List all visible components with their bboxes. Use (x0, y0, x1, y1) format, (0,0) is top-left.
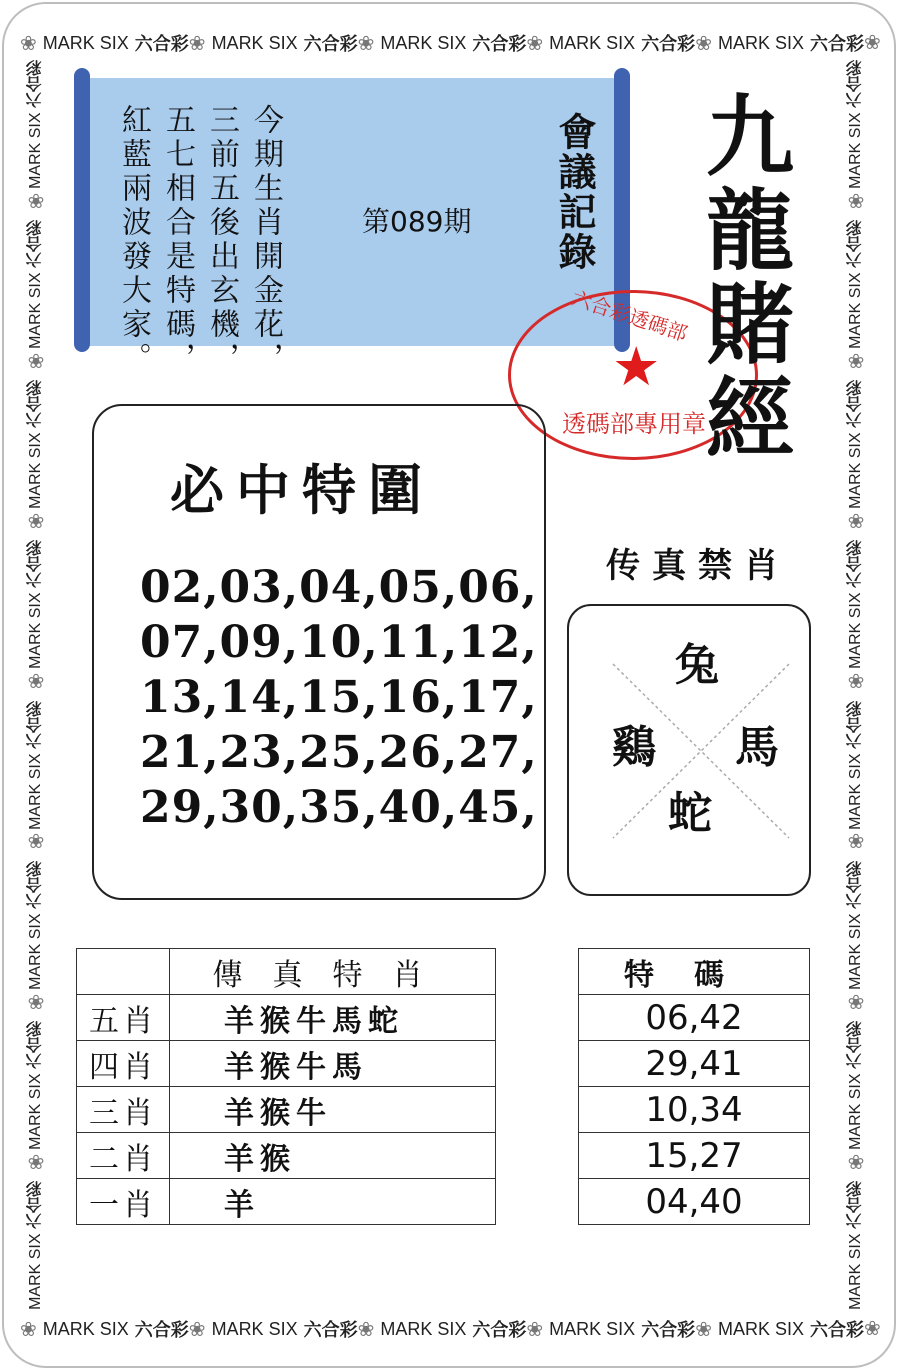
flower-icon: ❀ (863, 1318, 881, 1340)
flower-icon: ❀ (27, 831, 45, 854)
flower-icon: ❀ (27, 190, 45, 213)
right-border: MARK SIX 六合彩 ❀ MARK SIX 六合彩 ❀ MARK SIX 六合彩 ❀ MARK SIX 六合彩 ❀ MARK SIX 六合彩 ❀ MARK SIX 六合彩 ❀ MARK SIX 六合彩 ❀ MARK SIX 六合彩 (846, 60, 865, 1310)
star-icon: ★ (612, 335, 661, 398)
flower-icon: ❀ (188, 32, 206, 55)
flower-icon: ❀ (526, 32, 544, 55)
flower-icon: ❀ (695, 1318, 712, 1341)
special-numbers (140, 560, 538, 835)
poem (116, 104, 283, 376)
zodiac-table (76, 948, 496, 1225)
code-table-header: 特碼 (579, 949, 810, 995)
banned-zodiac-bottom: 蛇 (668, 788, 712, 839)
special-title: 必中特圍 (170, 458, 434, 522)
number-row: 07,09,10,11,12, (140, 617, 538, 668)
flower-icon: ❀ (847, 831, 865, 854)
table-header-row (77, 949, 496, 995)
flower-icon: ❀ (357, 1318, 375, 1341)
flower-icon: ❀ (695, 32, 712, 55)
flower-icon: ❀ (847, 991, 865, 1014)
flower-icon: ❀ (847, 671, 865, 694)
table-row: 04,40 (579, 1179, 810, 1225)
table-row: 10,34 (579, 1087, 810, 1133)
issue-number: 第089期 (362, 205, 472, 238)
banned-zodiac-right: 馬 (735, 722, 779, 773)
table-row: 15,27 (579, 1133, 810, 1179)
scroll-roller-left (74, 68, 90, 352)
table-row: 一肖 羊 (77, 1179, 496, 1225)
flower-icon: ❀ (847, 190, 865, 213)
flower-icon: ❀ (20, 32, 37, 55)
poem-line-3: 五七相合是特碼， (160, 104, 195, 376)
flower-icon: ❀ (526, 1318, 544, 1341)
flower-icon: ❀ (27, 1151, 45, 1174)
page-title: 九龍賭經 (692, 90, 796, 466)
flower-icon: ❀ (27, 351, 45, 374)
bottom-border: ❀ MARK SIX 六合彩 ❀ MARK SIX 六合彩 ❀ MARK SIX 六合彩 ❀ MARK SIX 六合彩 ❀ MARK SIX 六合彩 ❀ (20, 1318, 881, 1341)
poem-line-2: 三前五後出玄機， (204, 104, 239, 376)
flower-icon: ❀ (188, 1318, 206, 1341)
table-row: 29,41 (579, 1041, 810, 1087)
flower-icon: ❀ (863, 32, 881, 54)
meeting-label: 會議記錄 (552, 112, 597, 272)
table-header-row (579, 949, 810, 995)
left-border: MARK SIX 六合彩 ❀ MARK SIX 六合彩 ❀ MARK SIX 六合彩 ❀ MARK SIX 六合彩 ❀ MARK SIX 六合彩 ❀ MARK SIX 六合彩 ❀ MARK SIX 六合彩 ❀ MARK SIX 六合彩 (26, 60, 45, 1310)
flower-icon: ❀ (847, 351, 865, 374)
banned-label: 传真禁肖 (606, 546, 790, 586)
zodiac-table-header: 傳真特肖 (170, 949, 496, 995)
flower-icon: ❀ (847, 511, 865, 534)
table-row: 三肖 羊猴牛 (77, 1087, 496, 1133)
seal-center-text: 透碼部專用章 (562, 410, 706, 438)
number-row: 21,23,25,26,27, (140, 727, 538, 778)
number-row: 02,03,04,05,06, (140, 562, 538, 613)
code-table (578, 948, 810, 1225)
flower-icon: ❀ (20, 1318, 37, 1341)
seal-arc-text: 六合彩透碼部 (568, 285, 691, 346)
banned-zodiac-left: 鷄 (612, 722, 656, 773)
table-row: 二肖 羊猴 (77, 1133, 496, 1179)
flower-icon: ❀ (847, 1151, 865, 1174)
flower-icon: ❀ (27, 511, 45, 534)
poem-line-1: 今期生肖開金花， (248, 104, 283, 376)
poem-line-4: 紅藍兩波發大家。 (116, 104, 151, 376)
flower-icon: ❀ (27, 671, 45, 694)
top-border: ❀ MARK SIX 六合彩 ❀ MARK SIX 六合彩 ❀ MARK SIX 六合彩 ❀ MARK SIX 六合彩 ❀ MARK SIX 六合彩 ❀ (20, 32, 881, 55)
banned-zodiac-top: 兔 (675, 640, 719, 691)
number-row: 13,14,15,16,17, (140, 672, 538, 723)
flower-icon: ❀ (357, 32, 375, 55)
table-row: 五肖 羊猴牛馬蛇 (77, 995, 496, 1041)
table-row: 06,42 (579, 995, 810, 1041)
number-row: 29,30,35,40,45, (140, 782, 538, 833)
table-row: 四肖 羊猴牛馬 (77, 1041, 496, 1087)
flower-icon: ❀ (27, 991, 45, 1014)
